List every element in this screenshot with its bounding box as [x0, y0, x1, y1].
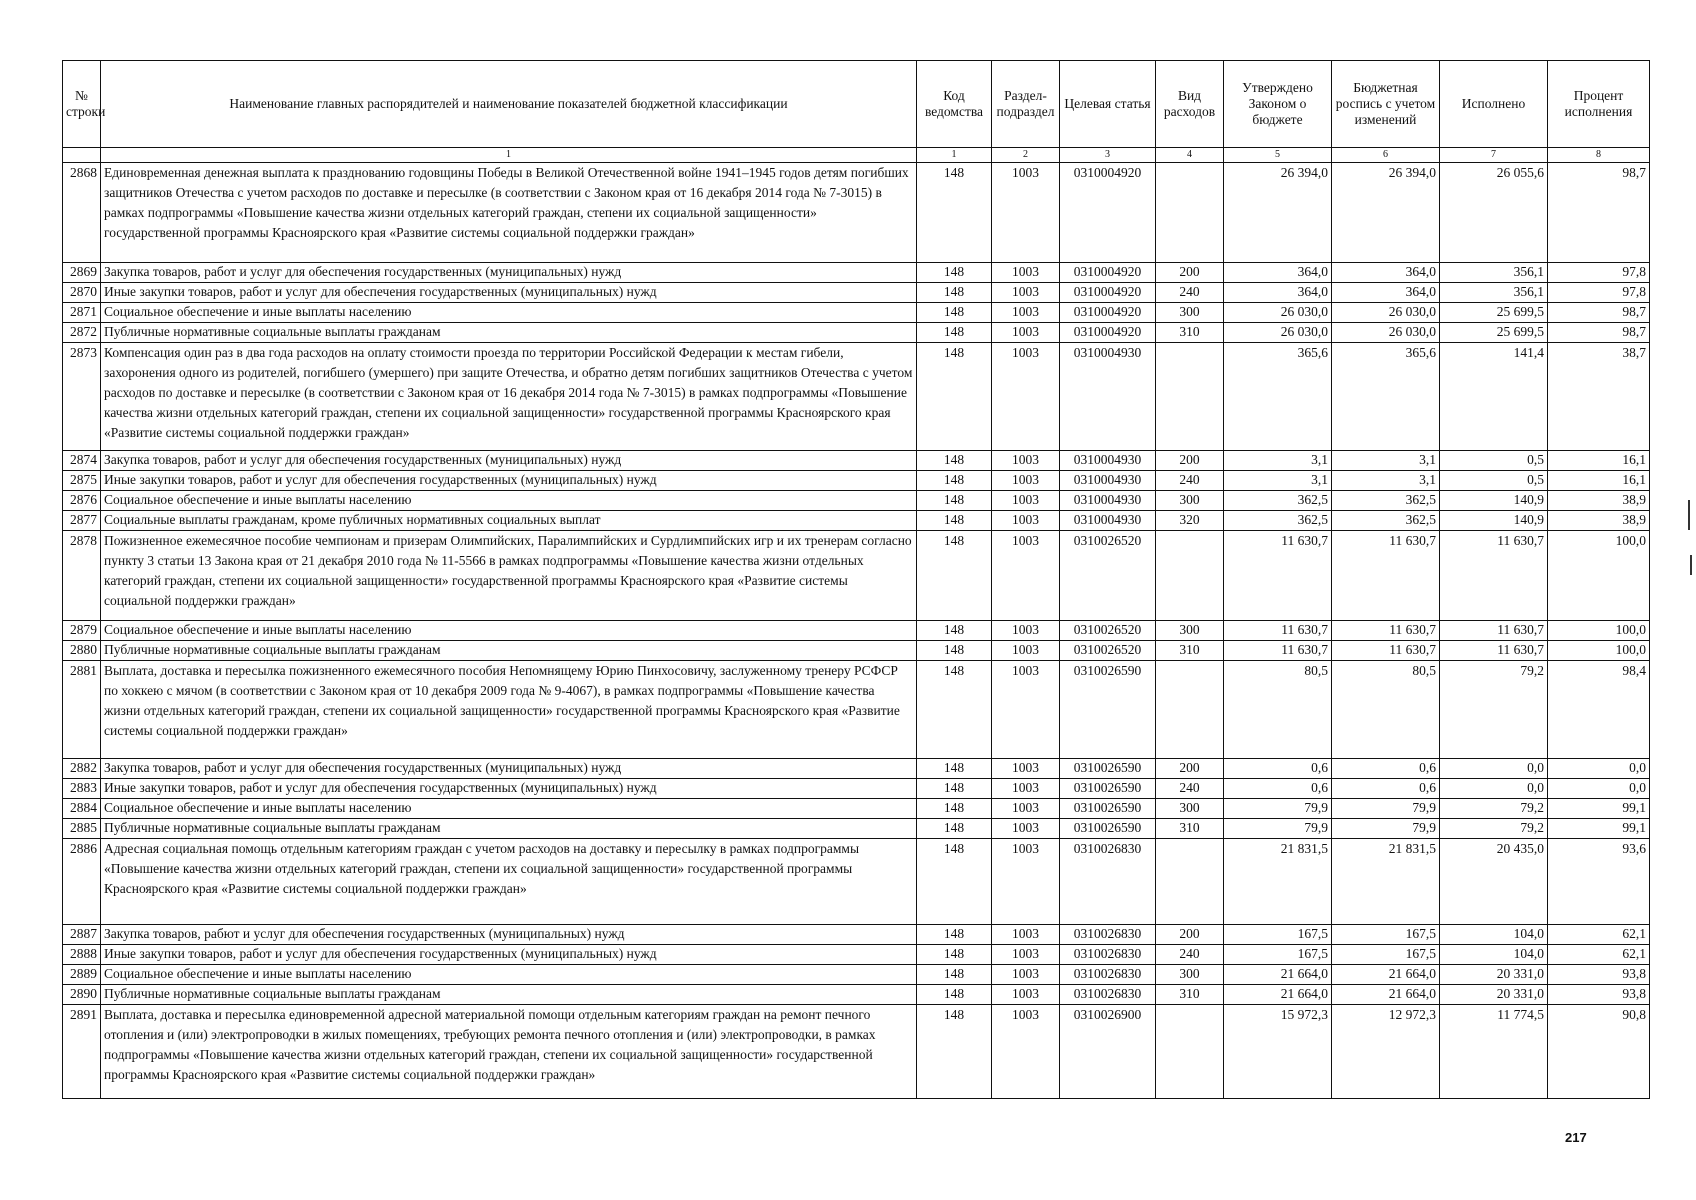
header-expense-type: Вид расходов [1156, 61, 1224, 148]
section-code: 1003 [992, 759, 1060, 779]
executed-amount: 356,1 [1440, 283, 1548, 303]
table-row [63, 779, 1650, 799]
dept-code: 148 [917, 779, 992, 799]
column-number: 1 [917, 148, 992, 163]
target-article: 0310004930 [1060, 511, 1156, 531]
executed-amount: 0,5 [1440, 451, 1548, 471]
target-article: 0310004930 [1060, 471, 1156, 491]
expense-type: 240 [1156, 945, 1224, 965]
indicator-name: Выплата, доставка и пересылка пожизненного ежемесячного пособия Непомнящему Юрию Пинхосовичу, заслуженному тренеру РСФСР по хоккею с мячом (в соответствии с Законом края от 10 декабря 2009 года № 9-4067), в рамках подпрограммы «Повышение качества жизни отдельных категорий граждан, степени их социальной защищенности» государственной программы Красноярского края «Развитие системы социальной поддержки граждан» [101, 661, 917, 759]
executed-amount: 20 331,0 [1440, 965, 1548, 985]
indicator-name: Иные закупки товаров, работ и услуг для обеспечения государственных (муниципальных) нужд [101, 779, 917, 799]
execution-percent: 99,1 [1548, 819, 1650, 839]
executed-amount: 26 055,6 [1440, 163, 1548, 263]
expense-type [1156, 531, 1224, 621]
row-number: 2874 [63, 451, 101, 471]
expense-type: 200 [1156, 925, 1224, 945]
schedule-amount: 21 664,0 [1332, 965, 1440, 985]
section-code: 1003 [992, 839, 1060, 925]
table-row [63, 263, 1650, 283]
target-article: 0310026830 [1060, 839, 1156, 925]
expense-type: 200 [1156, 263, 1224, 283]
executed-amount: 0,5 [1440, 471, 1548, 491]
expense-type: 310 [1156, 985, 1224, 1005]
schedule-amount: 11 630,7 [1332, 641, 1440, 661]
section-code: 1003 [992, 451, 1060, 471]
approved-amount: 167,5 [1224, 945, 1332, 965]
expense-type: 320 [1156, 511, 1224, 531]
column-number: 1 [101, 148, 917, 163]
indicator-name: Публичные нормативные социальные выплаты гражданам [101, 323, 917, 343]
target-article: 0310026520 [1060, 531, 1156, 621]
execution-percent: 90,8 [1548, 1005, 1650, 1099]
indicator-name: Закупка товаров, работ и услуг для обеспечения государственных (муниципальных) нужд [101, 451, 917, 471]
row-number: 2891 [63, 1005, 101, 1099]
indicator-name: Иные закупки товаров, работ и услуг для обеспечения государственных (муниципальных) нужд [101, 283, 917, 303]
target-article: 0310026900 [1060, 1005, 1156, 1099]
table-header [63, 61, 1650, 163]
section-code: 1003 [992, 471, 1060, 491]
execution-percent: 38,9 [1548, 491, 1650, 511]
section-code: 1003 [992, 965, 1060, 985]
table-row [63, 283, 1650, 303]
schedule-amount: 365,6 [1332, 343, 1440, 451]
approved-amount: 11 630,7 [1224, 641, 1332, 661]
executed-amount: 140,9 [1440, 511, 1548, 531]
expense-type: 240 [1156, 283, 1224, 303]
indicator-name: Выплата, доставка и пересылка единовременной адресной материальной помощи отдельным категориям граждан на ремонт печного отопления и (или) электропроводки в жилых помещениях, требующих ремонта печного отопления и (или) электропроводки, в рамках подпрограммы «Повышение качества жизни отдельных категорий граждан, степени их социальной защищенности» государственной программы Красноярского края «Развитие системы социальной поддержки граждан» [101, 1005, 917, 1099]
expense-type: 300 [1156, 965, 1224, 985]
execution-percent: 97,8 [1548, 283, 1650, 303]
executed-amount: 0,0 [1440, 779, 1548, 799]
dept-code: 148 [917, 1005, 992, 1099]
indicator-name: Социальные выплаты гражданам, кроме публичных нормативных социальных выплат [101, 511, 917, 531]
row-number: 2875 [63, 471, 101, 491]
expense-type: 300 [1156, 491, 1224, 511]
indicator-name: Иные закупки товаров, работ и услуг для обеспечения государственных (муниципальных) нужд [101, 471, 917, 491]
execution-percent: 0,0 [1548, 759, 1650, 779]
approved-amount: 362,5 [1224, 491, 1332, 511]
indicator-name: Социальное обеспечение и иные выплаты населению [101, 491, 917, 511]
target-article: 0310026590 [1060, 661, 1156, 759]
approved-amount: 21 831,5 [1224, 839, 1332, 925]
expense-type [1156, 163, 1224, 263]
section-code: 1003 [992, 779, 1060, 799]
section-code: 1003 [992, 491, 1060, 511]
header-dept-code: Код ведомства [917, 61, 992, 148]
target-article: 0310004920 [1060, 263, 1156, 283]
execution-percent: 97,8 [1548, 263, 1650, 283]
executed-amount: 11 630,7 [1440, 621, 1548, 641]
schedule-amount: 364,0 [1332, 263, 1440, 283]
table-row [63, 303, 1650, 323]
target-article: 0310026520 [1060, 641, 1156, 661]
row-number: 2880 [63, 641, 101, 661]
row-number: 2871 [63, 303, 101, 323]
indicator-name: Закупка товаров, рабют и услуг для обеспечения государственных (муниципальных) нужд [101, 925, 917, 945]
executed-amount: 104,0 [1440, 945, 1548, 965]
column-number: 3 [1060, 148, 1156, 163]
dept-code: 148 [917, 323, 992, 343]
table-row [63, 163, 1650, 263]
expense-type: 240 [1156, 779, 1224, 799]
section-code: 1003 [992, 799, 1060, 819]
execution-percent: 38,7 [1548, 343, 1650, 451]
table-row [63, 323, 1650, 343]
expense-type: 300 [1156, 621, 1224, 641]
indicator-name: Закупка товаров, работ и услуг для обеспечения государственных (муниципальных) нужд [101, 263, 917, 283]
indicator-name: Публичные нормативные социальные выплаты гражданам [101, 985, 917, 1005]
table-row [63, 819, 1650, 839]
table-row [63, 1005, 1650, 1099]
schedule-amount: 80,5 [1332, 661, 1440, 759]
executed-amount: 11 630,7 [1440, 641, 1548, 661]
expense-type [1156, 661, 1224, 759]
dept-code: 148 [917, 759, 992, 779]
header-row-no: № строки [63, 61, 101, 148]
indicator-name: Закупка товаров, работ и услуг для обеспечения государственных (муниципальных) нужд [101, 759, 917, 779]
section-code: 1003 [992, 945, 1060, 965]
schedule-amount: 26 030,0 [1332, 303, 1440, 323]
execution-percent: 62,1 [1548, 925, 1650, 945]
row-number: 2885 [63, 819, 101, 839]
schedule-amount: 167,5 [1332, 945, 1440, 965]
row-number: 2890 [63, 985, 101, 1005]
table-row [63, 759, 1650, 779]
schedule-amount: 12 972,3 [1332, 1005, 1440, 1099]
approved-amount: 26 394,0 [1224, 163, 1332, 263]
row-number: 2887 [63, 925, 101, 945]
approved-amount: 79,9 [1224, 799, 1332, 819]
row-number: 2884 [63, 799, 101, 819]
schedule-amount: 11 630,7 [1332, 621, 1440, 641]
dept-code: 148 [917, 839, 992, 925]
expense-type [1156, 1005, 1224, 1099]
indicator-name: Пожизненное ежемесячное пособие чемпионам и призерам Олимпийских, Паралимпийских и Сурдлимпийских игр и их тренерам согласно пункту 3 статьи 13 Закона края от 21 декабря 2010 года № 11-5566 в рамках подпрограммы «Повышение качества жизни отдельных категорий граждан, степени их социальной защищенности» государственной программы Красноярского края «Развитие системы социальной поддержки граждан» [101, 531, 917, 621]
approved-amount: 11 630,7 [1224, 621, 1332, 641]
execution-percent: 62,1 [1548, 945, 1650, 965]
table-row [63, 925, 1650, 945]
execution-percent: 16,1 [1548, 471, 1650, 491]
execution-percent: 98,7 [1548, 303, 1650, 323]
approved-amount: 365,6 [1224, 343, 1332, 451]
approved-amount: 11 630,7 [1224, 531, 1332, 621]
dept-code: 148 [917, 819, 992, 839]
executed-amount: 104,0 [1440, 925, 1548, 945]
row-number: 2886 [63, 839, 101, 925]
approved-amount: 167,5 [1224, 925, 1332, 945]
row-number: 2872 [63, 323, 101, 343]
table-row [63, 343, 1650, 451]
approved-amount: 80,5 [1224, 661, 1332, 759]
schedule-amount: 21 831,5 [1332, 839, 1440, 925]
schedule-amount: 11 630,7 [1332, 531, 1440, 621]
executed-amount: 25 699,5 [1440, 303, 1548, 323]
row-number: 2877 [63, 511, 101, 531]
approved-amount: 362,5 [1224, 511, 1332, 531]
execution-percent: 98,7 [1548, 163, 1650, 263]
schedule-amount: 3,1 [1332, 471, 1440, 491]
section-code: 1003 [992, 531, 1060, 621]
expense-type: 300 [1156, 799, 1224, 819]
dept-code: 148 [917, 283, 992, 303]
dept-code: 148 [917, 263, 992, 283]
section-code: 1003 [992, 1005, 1060, 1099]
expense-type: 240 [1156, 471, 1224, 491]
table-row [63, 965, 1650, 985]
column-number: 6 [1332, 148, 1440, 163]
header-target: Целевая статья [1060, 61, 1156, 148]
executed-amount: 356,1 [1440, 263, 1548, 283]
execution-percent: 93,8 [1548, 985, 1650, 1005]
target-article: 0310026830 [1060, 945, 1156, 965]
approved-amount: 26 030,0 [1224, 323, 1332, 343]
section-code: 1003 [992, 621, 1060, 641]
execution-percent: 100,0 [1548, 641, 1650, 661]
approved-amount: 364,0 [1224, 283, 1332, 303]
schedule-amount: 79,9 [1332, 819, 1440, 839]
target-article: 0310026520 [1060, 621, 1156, 641]
table-row [63, 621, 1650, 641]
schedule-amount: 362,5 [1332, 491, 1440, 511]
target-article: 0310026590 [1060, 799, 1156, 819]
indicator-name: Социальное обеспечение и иные выплаты населению [101, 965, 917, 985]
section-code: 1003 [992, 985, 1060, 1005]
executed-amount: 11 630,7 [1440, 531, 1548, 621]
executed-amount: 25 699,5 [1440, 323, 1548, 343]
table-row [63, 511, 1650, 531]
target-article: 0310004930 [1060, 491, 1156, 511]
indicator-name: Публичные нормативные социальные выплаты гражданам [101, 641, 917, 661]
dept-code: 148 [917, 641, 992, 661]
approved-amount: 21 664,0 [1224, 985, 1332, 1005]
table-row [63, 491, 1650, 511]
column-number: 8 [1548, 148, 1650, 163]
schedule-amount: 0,6 [1332, 759, 1440, 779]
expense-type [1156, 839, 1224, 925]
dept-code: 148 [917, 163, 992, 263]
executed-amount: 20 331,0 [1440, 985, 1548, 1005]
target-article: 0310026830 [1060, 965, 1156, 985]
header-executed: Исполнено [1440, 61, 1548, 148]
schedule-amount: 21 664,0 [1332, 985, 1440, 1005]
row-number: 2878 [63, 531, 101, 621]
execution-percent: 98,7 [1548, 323, 1650, 343]
row-number: 2882 [63, 759, 101, 779]
executed-amount: 0,0 [1440, 759, 1548, 779]
section-code: 1003 [992, 163, 1060, 263]
indicator-name: Социальное обеспечение и иные выплаты населению [101, 303, 917, 323]
header-percent: Процент исполнения [1548, 61, 1650, 148]
execution-percent: 93,6 [1548, 839, 1650, 925]
table-row [63, 531, 1650, 621]
execution-percent: 99,1 [1548, 799, 1650, 819]
section-code: 1003 [992, 323, 1060, 343]
indicator-name: Социальное обеспечение и иные выплаты населению [101, 799, 917, 819]
dept-code: 148 [917, 471, 992, 491]
section-code: 1003 [992, 925, 1060, 945]
row-number: 2876 [63, 491, 101, 511]
execution-percent: 100,0 [1548, 621, 1650, 641]
table-row [63, 945, 1650, 965]
target-article: 0310026830 [1060, 925, 1156, 945]
approved-amount: 26 030,0 [1224, 303, 1332, 323]
schedule-amount: 0,6 [1332, 779, 1440, 799]
row-number: 2889 [63, 965, 101, 985]
scan-edge-mark [1688, 500, 1690, 530]
section-code: 1003 [992, 641, 1060, 661]
dept-code: 148 [917, 511, 992, 531]
section-code: 1003 [992, 303, 1060, 323]
approved-amount: 3,1 [1224, 451, 1332, 471]
target-article: 0310026590 [1060, 779, 1156, 799]
dept-code: 148 [917, 799, 992, 819]
row-number: 2868 [63, 163, 101, 263]
executed-amount: 11 774,5 [1440, 1005, 1548, 1099]
target-article: 0310004930 [1060, 343, 1156, 451]
dept-code: 148 [917, 303, 992, 323]
dept-code: 148 [917, 343, 992, 451]
execution-percent: 93,8 [1548, 965, 1650, 985]
table-row [63, 661, 1650, 759]
table-row [63, 799, 1650, 819]
table-row [63, 985, 1650, 1005]
table-body [63, 163, 1650, 1099]
target-article: 0310004920 [1060, 163, 1156, 263]
header-section: Раздел-подраздел [992, 61, 1060, 148]
expense-type: 200 [1156, 451, 1224, 471]
executed-amount: 141,4 [1440, 343, 1548, 451]
approved-amount: 79,9 [1224, 819, 1332, 839]
table-row [63, 471, 1650, 491]
header-name: Наименование главных распорядителей и наименование показателей бюджетной классификации [101, 61, 917, 148]
approved-amount: 364,0 [1224, 263, 1332, 283]
column-number: 2 [992, 148, 1060, 163]
section-code: 1003 [992, 263, 1060, 283]
dept-code: 148 [917, 621, 992, 641]
target-article: 0310026590 [1060, 819, 1156, 839]
executed-amount: 79,2 [1440, 661, 1548, 759]
indicator-name: Компенсация один раз в два года расходов на оплату стоимости проезда по территории Российской Федерации к местам гибели, захоронения одного из родителей, погибшего (умершего) при защите Отечества, и обратно детям погибших защитников Отечества с учетом расходов по доставке и пересылке (в соответствии с Законом края от 16 декабря 2014 года № 7-3015) в рамках подпрограммы «Повышение качества жизни отдельных категорий граждан, степени их социальной защищенности» государственной программы Красноярского края «Развитие системы социальной поддержки граждан» [101, 343, 917, 451]
execution-percent: 100,0 [1548, 531, 1650, 621]
section-code: 1003 [992, 511, 1060, 531]
expense-type [1156, 343, 1224, 451]
target-article: 0310004920 [1060, 323, 1156, 343]
row-number: 2870 [63, 283, 101, 303]
scan-edge-mark [1690, 555, 1692, 575]
approved-amount: 0,6 [1224, 759, 1332, 779]
dept-code: 148 [917, 661, 992, 759]
section-code: 1003 [992, 283, 1060, 303]
column-number: 4 [1156, 148, 1224, 163]
expense-type: 310 [1156, 819, 1224, 839]
executed-amount: 79,2 [1440, 819, 1548, 839]
schedule-amount: 364,0 [1332, 283, 1440, 303]
schedule-amount: 79,9 [1332, 799, 1440, 819]
row-number: 2883 [63, 779, 101, 799]
dept-code: 148 [917, 985, 992, 1005]
section-code: 1003 [992, 819, 1060, 839]
indicator-name: Публичные нормативные социальные выплаты гражданам [101, 819, 917, 839]
budget-execution-table [62, 60, 1650, 1099]
header-schedule: Бюджетная роспись с учетом изменений [1332, 61, 1440, 148]
column-number: 5 [1224, 148, 1332, 163]
target-article: 0310026830 [1060, 985, 1156, 1005]
schedule-amount: 26 394,0 [1332, 163, 1440, 263]
header-approved: Утверждено Законом о бюджете [1224, 61, 1332, 148]
dept-code: 148 [917, 531, 992, 621]
section-code: 1003 [992, 661, 1060, 759]
indicator-name: Иные закупки товаров, работ и услуг для обеспечения государственных (муниципальных) нужд [101, 945, 917, 965]
approved-amount: 0,6 [1224, 779, 1332, 799]
row-number: 2869 [63, 263, 101, 283]
schedule-amount: 167,5 [1332, 925, 1440, 945]
table-row [63, 451, 1650, 471]
execution-percent: 38,9 [1548, 511, 1650, 531]
column-number-row [63, 148, 1650, 163]
execution-percent: 0,0 [1548, 779, 1650, 799]
schedule-amount: 3,1 [1332, 451, 1440, 471]
executed-amount: 140,9 [1440, 491, 1548, 511]
dept-code: 148 [917, 925, 992, 945]
indicator-name: Единовременная денежная выплата к празднованию годовщины Победы в Великой Отечественной войне 1941–1945 годов детям погибших защитников Отечества с учетом расходов по доставке и пересылке (в соответствии с Законом края от 16 декабря 2014 года № 7-3015) в рамках подпрограммы «Повышение качества жизни отдельных категорий граждан, степени их социальной защищенности» государственной программы Красноярского края «Развитие системы социальной поддержки граждан» [101, 163, 917, 263]
row-number: 2881 [63, 661, 101, 759]
column-number-blank [63, 148, 101, 163]
indicator-name: Адресная социальная помощь отдельным категориям граждан с учетом расходов на доставку и пересылку в рамках подпрограммы «Повышение качества жизни отдельных категорий граждан, степени их социальной защищенности» государственной программы Красноярского края «Развитие системы социальной поддержки граждан» [101, 839, 917, 925]
target-article: 0310004920 [1060, 283, 1156, 303]
execution-percent: 98,4 [1548, 661, 1650, 759]
target-article: 0310004930 [1060, 451, 1156, 471]
target-article: 0310004920 [1060, 303, 1156, 323]
approved-amount: 21 664,0 [1224, 965, 1332, 985]
table-row [63, 839, 1650, 925]
expense-type: 310 [1156, 641, 1224, 661]
row-number: 2879 [63, 621, 101, 641]
target-article: 0310026590 [1060, 759, 1156, 779]
execution-percent: 16,1 [1548, 451, 1650, 471]
schedule-amount: 362,5 [1332, 511, 1440, 531]
executed-amount: 20 435,0 [1440, 839, 1548, 925]
indicator-name: Социальное обеспечение и иные выплаты населению [101, 621, 917, 641]
expense-type: 200 [1156, 759, 1224, 779]
schedule-amount: 26 030,0 [1332, 323, 1440, 343]
page-number: 217 [1565, 1130, 1587, 1145]
dept-code: 148 [917, 491, 992, 511]
dept-code: 148 [917, 945, 992, 965]
dept-code: 148 [917, 965, 992, 985]
row-number: 2888 [63, 945, 101, 965]
section-code: 1003 [992, 343, 1060, 451]
approved-amount: 3,1 [1224, 471, 1332, 491]
row-number: 2873 [63, 343, 101, 451]
executed-amount: 79,2 [1440, 799, 1548, 819]
dept-code: 148 [917, 451, 992, 471]
expense-type: 310 [1156, 323, 1224, 343]
approved-amount: 15 972,3 [1224, 1005, 1332, 1099]
expense-type: 300 [1156, 303, 1224, 323]
column-number: 7 [1440, 148, 1548, 163]
table-row [63, 641, 1650, 661]
